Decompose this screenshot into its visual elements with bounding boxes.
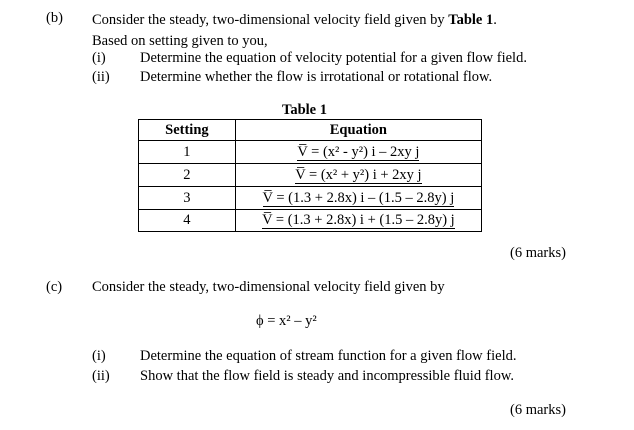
part-c-item-1-text: Determine the equation of stream function for a given flow field. <box>140 348 517 364</box>
part-b-item-1-text: Determine the equation of velocity potential for a given flow field. <box>140 50 527 66</box>
part-b-item-1-number: (i) <box>92 50 106 66</box>
part-b-marks: (6 marks) <box>510 245 566 261</box>
table-cell-setting: 4 <box>139 210 236 232</box>
table-cell-equation <box>235 210 481 232</box>
table-header-row <box>139 120 482 141</box>
part-b-item-2-number: (ii) <box>92 69 110 85</box>
table-cell-equation <box>235 164 481 187</box>
part-c-item-1-number: (i) <box>92 348 106 364</box>
table-header-equation: Equation <box>235 120 481 141</box>
table-cell-setting: 3 <box>139 187 236 210</box>
part-b-intro-suffix: . <box>493 12 497 28</box>
equation-text: V̅ = (1.3 + 2.8x) i – (1.5 – 2.8y) j <box>262 189 455 206</box>
potential-equation: ϕ = x² – y² <box>256 313 317 329</box>
equation-text: V̅ = (x² - y²) i – 2xy j <box>297 143 420 160</box>
table-cell-setting: 2 <box>139 164 236 187</box>
table-cell-equation <box>235 187 481 210</box>
part-b-item-2-text: Determine whether the flow is irrotational or rotational flow. <box>140 69 493 85</box>
table-row <box>139 164 482 187</box>
part-c-item-2-text: Show that the flow field is steady and incompressible fluid flow. <box>140 368 514 384</box>
settings-table <box>138 119 482 232</box>
part-b-intro-table-ref: Table 1 <box>448 12 494 28</box>
part-b-intro <box>92 12 497 29</box>
part-c-marks: (6 marks) <box>510 402 566 418</box>
equation-text: V̅ = (x² + y²) i + 2xy j <box>295 166 422 183</box>
table-cell-equation <box>235 141 481 164</box>
part-c-item-2-number: (ii) <box>92 368 110 384</box>
part-c-label: (c) <box>46 279 63 295</box>
table-header-setting: Setting <box>139 120 236 141</box>
table-row <box>139 210 482 232</box>
part-b-intro-prefix: Consider the steady, two-dimensional velocity field given by <box>92 12 449 28</box>
part-b-intro-line2: Based on setting given to you, <box>92 33 268 49</box>
table-cell-setting: 1 <box>139 141 236 164</box>
table-row <box>139 187 482 210</box>
part-b-label: (b) <box>46 10 63 26</box>
table-row <box>139 141 482 164</box>
equation-text: V̅ = (1.3 + 2.8x) i + (1.5 – 2.8y) j <box>262 212 455 228</box>
table-title: Table 1 <box>282 102 327 118</box>
part-c-intro: Consider the steady, two-dimensional velocity field given by <box>92 279 445 295</box>
